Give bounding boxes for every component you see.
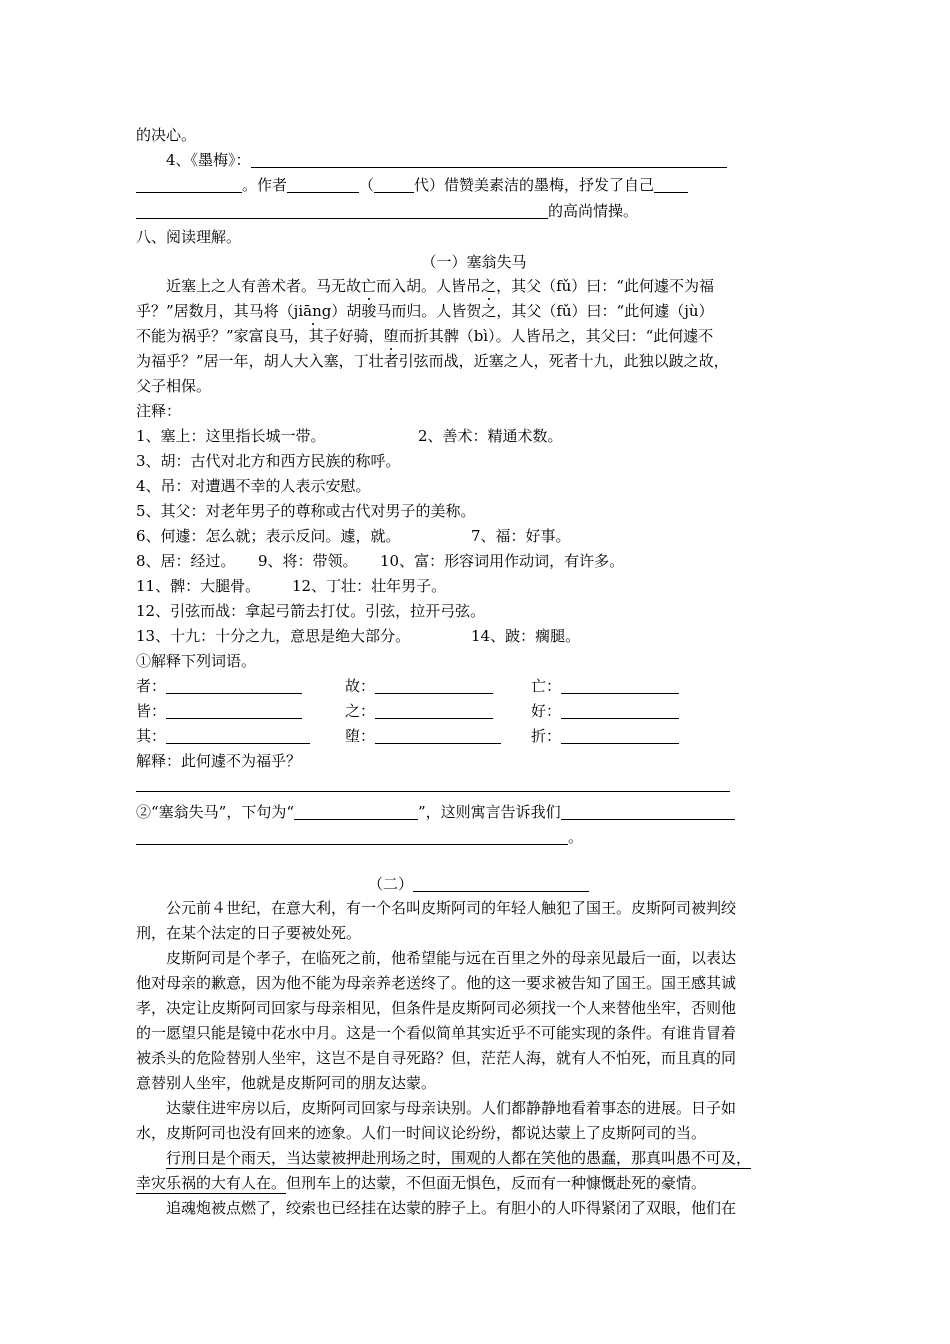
note-11: 11、髀：大腿骨。 (136, 577, 261, 595)
passage-2-title-label: （二） (368, 875, 414, 893)
q4-answer-blank-2[interactable] (136, 176, 242, 193)
word-label: 者： (136, 677, 167, 695)
text-seg: 乎？”居数月，其马将（ (136, 302, 294, 320)
q4-author-blank[interactable] (287, 176, 359, 193)
notes-label: 注释： (136, 402, 182, 420)
word-blank[interactable] (375, 677, 493, 694)
q4-end-text: 的高尚情操。 (548, 202, 639, 220)
q2-moral-blank-2[interactable] (136, 828, 568, 845)
word-row-1-b (345, 676, 493, 696)
word-blank[interactable] (375, 702, 493, 719)
word-blank[interactable] (561, 702, 679, 719)
q2-next-line-blank[interactable] (294, 803, 418, 820)
passage-2-underlined-line-1 (166, 1148, 751, 1168)
word-row-2-a (136, 701, 302, 721)
note-10: 10、富：形容词用作动词，有许多。 (380, 552, 625, 570)
emphasized-word-zhi: 之 (481, 277, 497, 295)
top-tail-text: 的决心。 (136, 126, 197, 144)
passage-1-line-5: 父子相保。 (136, 377, 212, 395)
note-3: 3、胡：古代对北方和西方民族的称呼。 (136, 452, 401, 470)
passage-2-line: 孝，决定让皮斯阿司回家与母亲相见，但条件是皮斯阿司必须找一个人来替他坐牢，否则他 (136, 999, 737, 1017)
q2-end: 。 (568, 828, 584, 846)
text-seg: 不能为祸乎？”家富良马，其子好骑， (136, 327, 384, 345)
q4-author-label: 。作者 (242, 176, 288, 194)
passage-1-title: （一）塞翁失马 (421, 253, 527, 271)
word-label: 其： (136, 727, 167, 745)
q2-moral-blank-1[interactable] (561, 803, 735, 820)
note-5: 5、其父：对老年男子的尊称或古代对男子的美称。 (136, 502, 476, 520)
text-after-underline: 但刑车上的达蒙，不但面无惧色，反而有一种慷慨赴死的豪情。 (286, 1174, 707, 1192)
underlined-sentence-part-2: 幸灾乐祸的大有人在。 (136, 1174, 287, 1192)
word-row-1-c (531, 676, 679, 696)
passage-1-line-4: 为福乎？”居一年，胡人大入塞，丁壮者引弦而战，近塞之人，死者十九，此独以跛之故， (136, 352, 729, 370)
word-label: 故： (345, 677, 376, 695)
word-row-1-a (136, 676, 302, 696)
question-1-label: ①解释下列词语。 (136, 652, 257, 670)
word-label: 好： (531, 702, 562, 720)
passage-2-line: 的一愿望只能是镜中花水中月。这是一个看似简单其实近乎不可能实现的条件。有谁肯冒着 (136, 1024, 737, 1042)
q4-answer-blank-4[interactable] (136, 202, 548, 219)
passage-2-title-blank[interactable] (413, 875, 589, 892)
passage-2-line: 被杀头的危险替别人坐牢，这岂不是自寻死路？但，茫茫人海，就有人不怕死，而且真的同 (136, 1049, 737, 1067)
word-label: 堕： (345, 727, 376, 745)
passage-2-title (368, 874, 589, 894)
q4-paren: （ (359, 176, 375, 194)
passage-2-line: 达蒙住进牢房以后，皮斯阿司回家与母亲诀别。人们都静静地看着事态的进展。日子如 (136, 1099, 737, 1117)
word-blank[interactable] (166, 727, 310, 744)
text-seg: ）胡骏马而归。人皆贺之，其父（fǔ）曰：“此何遽（jù） (331, 302, 714, 320)
passage-1-line-3 (136, 326, 713, 346)
question-2-line-1 (136, 802, 735, 822)
word-blank[interactable] (166, 702, 302, 719)
note-12b: 12、引弦而战：拿起弓箭去打仗。引弦，拉开弓弦。 (136, 602, 486, 620)
passage-1-line-1 (166, 276, 714, 296)
passage-1-line-2 (136, 301, 714, 321)
word-row-2-c (531, 701, 679, 721)
passage-2-line: 公元前４世纪，在意大利，有一个名叫皮斯阿司的年轻人触犯了国王。皮斯阿司被判绞 (136, 899, 737, 917)
word-blank[interactable] (561, 677, 679, 694)
emphasized-pinyin-jiang: jiāng (293, 302, 332, 320)
text-seg: 近塞上之人有善术者。马无故 (166, 277, 362, 295)
word-row-3-b (345, 726, 501, 746)
passage-2-line: 意替别人坐牢，他就是皮斯阿司的朋友达蒙。 (136, 1074, 437, 1092)
explain-answer-line[interactable] (136, 791, 730, 792)
word-label: 折： (531, 727, 562, 745)
note-9: 9、将：带领。 (258, 552, 358, 570)
q2-text-a: ②“塞翁失马”，下句为“ (136, 803, 295, 821)
word-blank[interactable] (375, 727, 501, 744)
note-1: 1、塞上：这里指长城一带。 (136, 427, 326, 445)
q4-prefix: 4、《墨梅》： (166, 151, 251, 169)
word-blank[interactable] (561, 727, 679, 744)
passage-2-line: 水，皮斯阿司也没有回来的迹象。人们一时间议论纷纷，都说达蒙上了皮斯阿司的当。 (136, 1124, 707, 1142)
q4-line-2 (136, 175, 688, 195)
q4-dynasty-blank[interactable] (374, 176, 414, 193)
word-label: 之： (345, 702, 376, 720)
q4-line-3 (136, 201, 638, 221)
note-14: 14、跛：瘸腿。 (471, 627, 581, 645)
passage-2-line: 追魂炮被点燃了，绞索也已经挂在达蒙的脖子上。有胆小的人吓得紧闭了双眼，他们在 (136, 1199, 737, 1217)
emphasized-word-wang: 亡 (361, 277, 377, 295)
passage-2-line: 刑，在某个法定的日子要被处死。 (136, 924, 362, 942)
passage-2-line: 他对母亲的歉意，因为他不能为母亲养老送终了。他的这一要求被告知了国王。国王感其诚 (136, 974, 737, 992)
text-seg: 而折其髀（bì）。人皆吊之，其父曰：“此何遽不 (398, 327, 714, 345)
explain-prompt: 解释：此何遽不为福乎？ (136, 752, 302, 770)
note-13: 13、十九：十分之九，意思是绝大部分。 (136, 627, 411, 645)
note-6: 6、何遽：怎么就；表示反问。遽，就。 (136, 527, 401, 545)
underlined-sentence-part-1: 行刑日是个雨天，当达蒙被押赴刑场之时，围观的人都在笑他的愚蠢，那真叫愚不可及， (166, 1149, 752, 1167)
word-label: 皆： (136, 702, 167, 720)
note-2: 2、善术：精通术数。 (418, 427, 563, 445)
q4-answer-blank-3[interactable] (654, 176, 688, 193)
passage-2-underlined-line-2 (136, 1173, 706, 1193)
word-label: 亡： (531, 677, 562, 695)
passage-2-line: 皮斯阿司是个孝子，在临死之前，他希望能与远在百里之外的母亲见最后一面，以表达 (136, 949, 737, 967)
word-blank[interactable] (166, 677, 302, 694)
text-seg: 而入胡。人皆吊 (376, 277, 482, 295)
section-8-heading: 八、阅读理解。 (136, 228, 242, 246)
question-2-line-2 (136, 827, 583, 847)
word-row-3-c (531, 726, 679, 746)
q4-line-1 (166, 150, 727, 170)
note-12: 12、丁壮：壮年男子。 (292, 577, 447, 595)
text-seg: ，其父（fǔ）曰：“此何遽不为福 (496, 277, 714, 295)
emphasized-word-duo: 堕 (383, 327, 399, 345)
note-4: 4、吊：对遭遇不幸的人表示安慰。 (136, 477, 371, 495)
q4-answer-blank-1[interactable] (251, 151, 727, 168)
word-row-2-b (345, 701, 493, 721)
q4-sentence: 代）借赞美素洁的墨梅，抒发了自己 (414, 176, 655, 194)
q2-text-b: ”，这则寓言告诉我们 (418, 803, 561, 821)
note-8: 8、居：经过。 (136, 552, 236, 570)
word-row-3-a (136, 726, 310, 746)
note-7: 7、福：好事。 (471, 527, 571, 545)
